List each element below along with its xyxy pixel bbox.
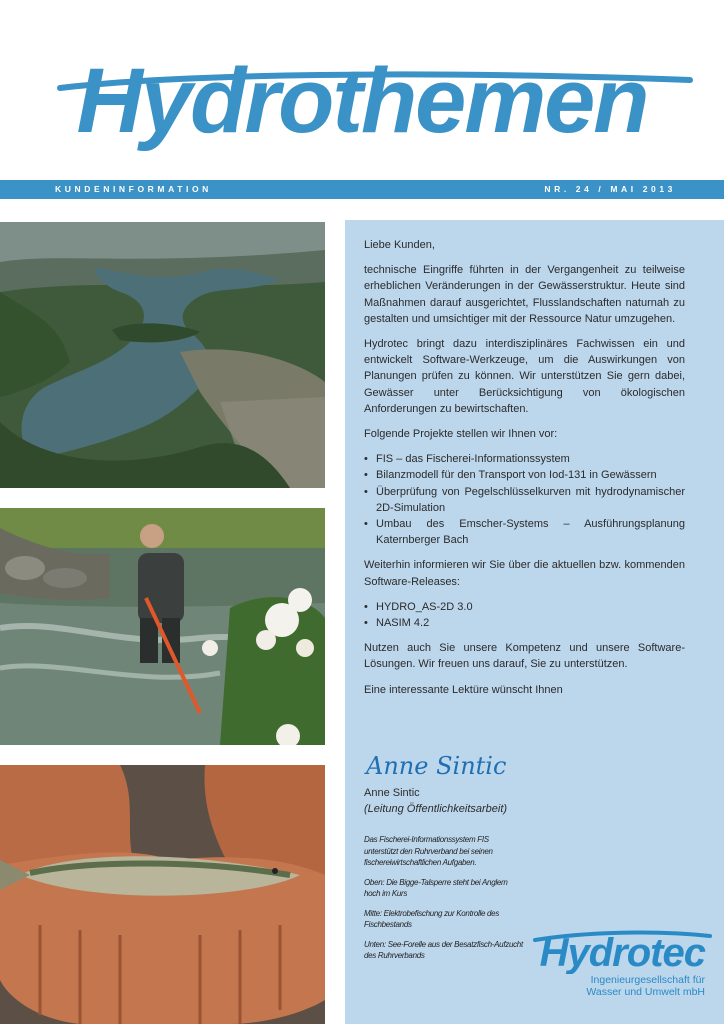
signatory-name: Anne Sintic	[364, 787, 420, 799]
logo-tagline-1: Ingenieurgesellschaft für	[590, 974, 705, 986]
masthead	[0, 0, 724, 178]
electrofishing-photo	[0, 508, 325, 745]
masthead-title: Hydrothemen	[76, 50, 648, 152]
header-band	[0, 180, 724, 199]
list-item: • Umbau des Emscher-Systems – Ausführungsplanung Katernberger Bach	[364, 516, 685, 548]
list-item: • FIS – das Fischerei-Informationssystem	[364, 451, 685, 467]
caption: Mitte: Elektrobefischung zur Kontrolle des Fischbestands	[364, 908, 500, 929]
logo-name: Hydrotec	[539, 931, 705, 974]
logo-tagline-2: Wasser und Umwelt mbH	[586, 986, 705, 998]
list-item: • HYDRO_AS-2D 3.0	[364, 599, 685, 615]
aerial-reservoir-photo	[0, 222, 325, 488]
paragraph-1: technische Eingriffe führten in der Vergangenheit zu teilweise erheblichen Veränderungen in der Gewässerstruktur. Heute sind Maßnahmen darauf ausgerichtet, Flusslandschaften naturnah zu gestalten und umsichtiger mit der Ressource Natur umzugehen.	[364, 264, 685, 325]
svg-text:Anne Sintic: Anne Sintic	[366, 752, 507, 780]
closing: Eine interessante Lektüre wünscht Ihnen	[364, 683, 563, 696]
paragraph-4: Weiterhin informieren wir Sie über die aktuellen bzw. kommenden Software-Releases:	[364, 559, 685, 588]
project-list	[364, 451, 685, 548]
list-item: • Bilanzmodell für den Transport von Iod-131 in Gewässern	[364, 467, 685, 483]
salutation: Liebe Kunden,	[364, 239, 435, 251]
caption: Oben: Die Bigge-Talsperre steht bei Anglern hoch im Kurs	[364, 877, 508, 898]
photo-captions	[364, 834, 524, 970]
signatory-role: (Leitung Öffentlichkeitsarbeit)	[364, 803, 508, 815]
editorial-panel	[345, 220, 724, 1024]
signatory	[364, 785, 507, 817]
editorial-letter	[364, 237, 685, 707]
trout-in-hands-photo	[0, 765, 325, 1024]
release-list	[364, 599, 685, 631]
hydrotec-logo	[505, 922, 715, 1014]
paragraph-5: Nutzen auch Sie unsere Kompetenz und unsere Software-Lösungen. Wir freuen uns darauf, Sie zu unterstützen.	[364, 642, 685, 671]
handwritten-signature	[364, 748, 534, 784]
caption: Unten: See-Forelle aus der Besatzfisch-Aufzucht des Ruhrverbands	[364, 939, 523, 960]
list-item: • NASIM 4.2	[364, 615, 685, 631]
paragraph-3: Folgende Projekte stellen wir Ihnen vor:	[364, 428, 558, 441]
paragraph-2: Hydrotec bringt dazu interdisziplinäres Fachwissen ein und entwickelt Software-Werkzeuge, um die Auswirkungen von Planungen prüfen zu können. Wir unterstützen Sie gern dabei, Gewässer unter Berücksichtigung von ökologischen Anforderungen zu bewirtschaften.	[364, 338, 685, 415]
band-label: KUNDENINFORMATION	[55, 184, 212, 194]
issue-number: NR. 24 / MAI 2013	[544, 184, 676, 194]
caption: Das Fischerei-Informationssystem FIS unterstützt den Ruhrverband bei seinen fischereiwirtschaftlichen Aufgaben.	[364, 835, 493, 867]
hydrothemen-logo	[0, 0, 724, 178]
list-item: • Überprüfung von Pegelschlüsselkurven mit hydrodynamischer 2D-Simulation	[364, 484, 685, 516]
